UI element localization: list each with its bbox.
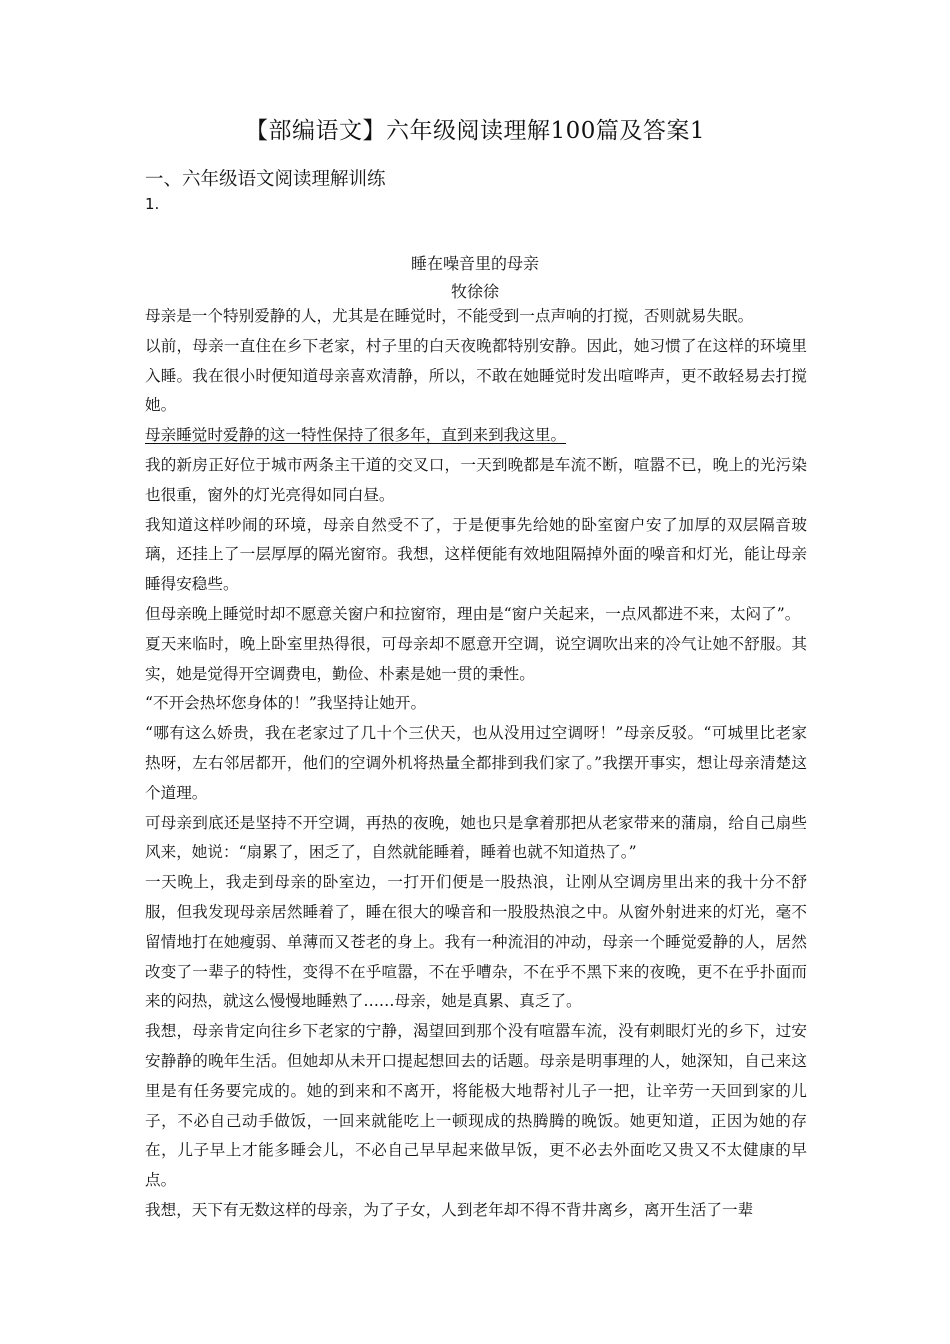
paragraph: 可母亲到底还是坚持不开空调，再热的夜晚，她也只是拿着那把从老家带来的蒲扇，给自己扇些风来，她说：“扇累了，困乏了，自然就能睡着，睡着也就不知道热了。” — [145, 813, 807, 862]
paragraph: 我想，母亲肯定向往乡下老家的宁静，渴望回到那个没有喧嚣车流，没有刺眼灯光的乡下，过安安静静的晚年生活。但她却从未开口提起想回去的话题。母亲是明事理的人，她深知，自己来这里是有任务要完成的。她的到来和不离开，将能极大地帮衬儿子一把，让辛劳一天回到家的儿子，不必自己动手做饭，一回来就能吃上一顿现成的热腾腾的晚饭。她更知道，正因为她的存在，儿子早上才能多睡会儿，不必自己早早起来做早饭，更不必去外面吃又贵又不太健康的早点。 — [145, 1022, 807, 1190]
article-body — [145, 302, 807, 1226]
paragraph: 我的新房正好位于城市两条主干道的交叉口，一天到晚都是车流不断，喧嚣不已，晚上的光污染也很重，窗外的灯光亮得如同白昼。 — [145, 455, 807, 504]
paragraph: 我想，天下有无数这样的母亲，为了子女，人到老年却不得不背井离乡，离开生活了一辈 — [145, 1200, 754, 1219]
underlined-sentence: 母亲睡觉时爱静的这一特性保持了很多年，直到来到我这里。 — [145, 426, 567, 445]
article-title: 睡在噪音里的母亲 — [410, 254, 539, 273]
underlined-paragraph — [145, 421, 807, 451]
paragraph: 以前，母亲一直住在乡下老家，村子里的白天夜晚都特别安静。因此，她习惯了在这样的环境里入睡。我在很小时便知道母亲喜欢清静，所以，不敢在她睡觉时发出喧哗声，更不敢轻易去打搅她。 — [145, 336, 807, 415]
document-title: 【部编语文】六年级阅读理解100篇及答案1 — [244, 118, 706, 144]
paragraph: 夏天来临时，晚上卧室里热得很，可母亲却不愿意开空调，说空调吹出来的冷气让她不舒服。其实，她是觉得开空调费电，勤俭、朴素是她一贯的秉性。 — [145, 634, 807, 683]
paragraph: “不开会热坏您身体的！”我坚持让她开。 — [145, 694, 427, 713]
paragraph: “哪有这么娇贵，我在老家过了几十个三伏天，也从没用过空调呀！”母亲反驳。“可城里比老家热呀，左右邻居都开，他们的空调外机将热量全都排到我们家了。”我摆开事实，想让母亲清楚这个道理。 — [145, 724, 807, 802]
article-author: 牧徐徐 — [450, 282, 499, 301]
paragraph: 母亲是一个特别爱静的人，尤其是在睡觉时，不能受到一点声响的打搅，否则就易失眠。 — [145, 307, 754, 325]
paragraph: 但母亲晚上睡觉时却不愿意关窗户和拉窗帘，理由是“窗户关起来，一点风都进不来，太闷了”。 — [145, 604, 801, 623]
question-number: 1. — [145, 195, 160, 213]
paragraph: 一天晚上，我走到母亲的卧室边，一打开们便是一股热浪，让刚从空调房里出来的我十分不舒服，但我发现母亲居然睡着了，睡在很大的噪音和一股股热浪之中。从窗外射进来的灯光，毫不留情地打在她瘦弱、单薄而又苍老的身上。我有一种流泪的冲动，母亲一个睡觉爱静的人，居然改变了一辈子的特性，变得不在乎喧嚣，不在乎嘈杂，不在乎不黑下来的夜晚，更不在乎扑面而来的闷热，就这么慢慢地睡熟了……母亲，她是真累、真乏了。 — [145, 873, 807, 1011]
section-heading: 一、六年级语文阅读理解训练 — [145, 169, 386, 190]
paragraph: 我知道这样吵闹的环境，母亲自然受不了，于是便事先给她的卧室窗户安了加厚的双层隔音玻璃，还挂上了一层厚厚的隔光窗帘。我想，这样便能有效地阻隔掉外面的噪音和灯光，能让母亲睡得安稳些。 — [145, 515, 807, 594]
